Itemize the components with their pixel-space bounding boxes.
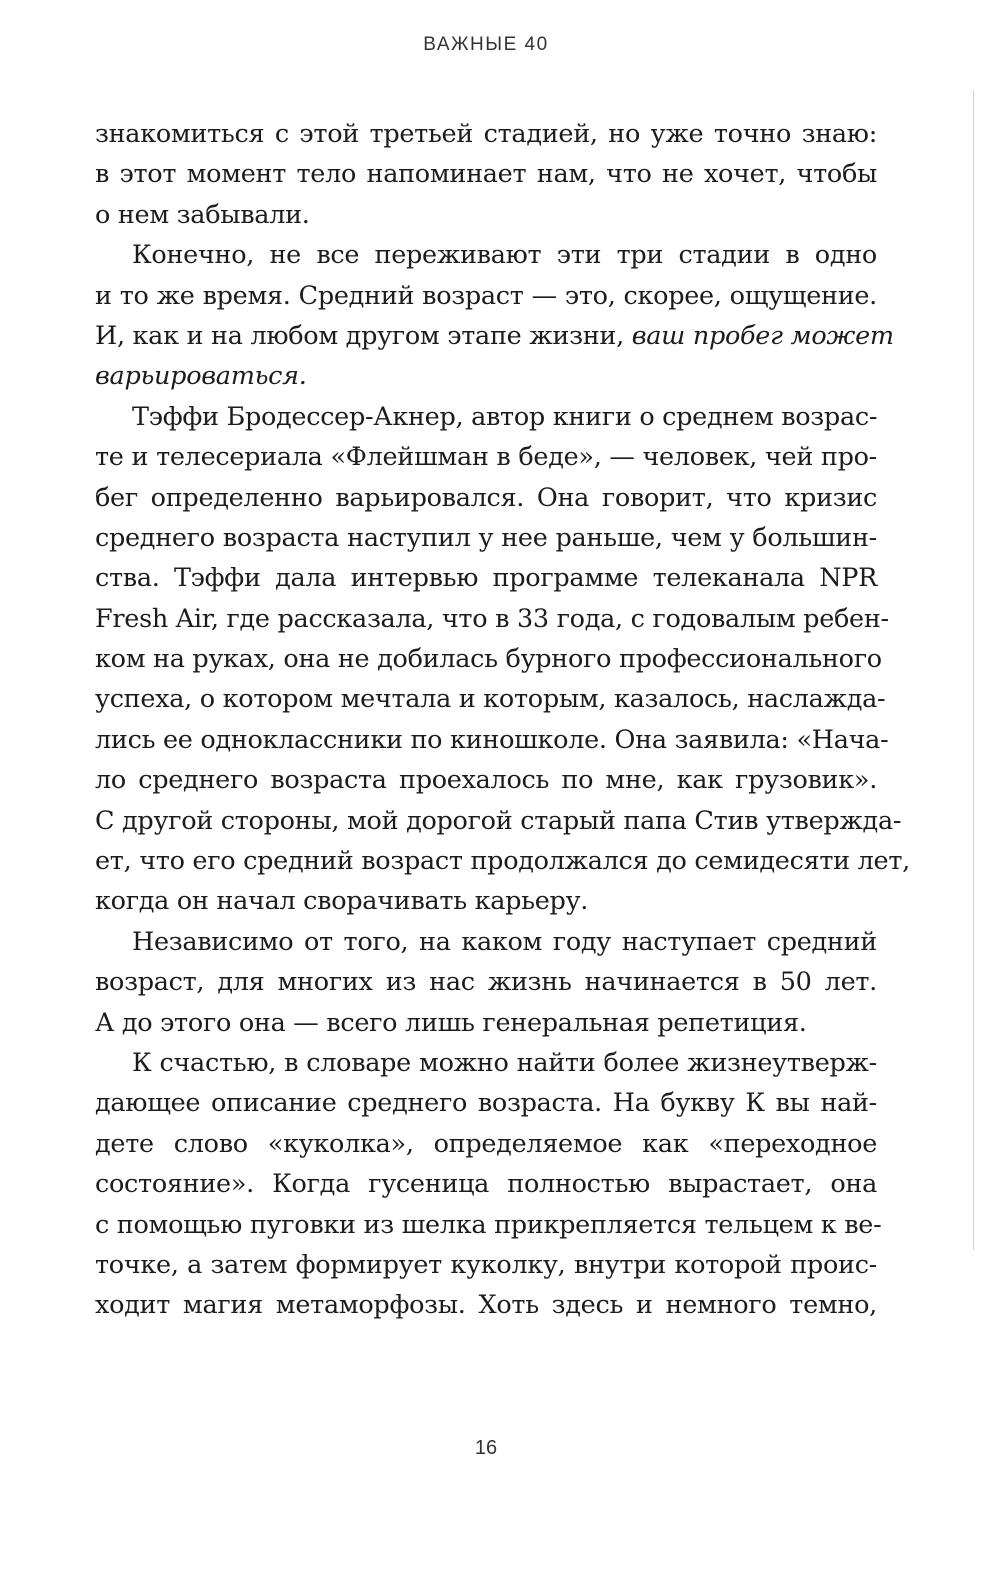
paragraph-1: [95, 114, 877, 235]
text-line: знакомиться с этой третьей стадией, но уже точно знаю:: [95, 119, 877, 149]
text-line: С другой стороны, мой дорогой старый папа Стив утвержда-: [95, 805, 902, 836]
text-line-roman: И, как и на любом другом этапе жизни,: [95, 320, 624, 351]
paragraph-4: [95, 922, 877, 1043]
text-line: успеха, о котором мечтала и которым, казалось, наслажда-: [95, 684, 886, 715]
paragraph-5: [95, 1043, 882, 1326]
text-line: бег определенно варьировался. Она говорит, что кризис: [95, 482, 877, 513]
text-line: ком на руках, она не добилась бурного профессионального: [95, 644, 882, 675]
italic-phrase: ваш пробег может: [631, 320, 894, 351]
paragraph-3: [95, 397, 910, 922]
paragraph-2: [95, 235, 894, 397]
text-line: ходит магия метаморфозы. Хоть здесь и немного темно,: [95, 1290, 877, 1321]
text-line: когда он начал сворачивать карьеру.: [95, 886, 589, 917]
page-edge-line: [973, 90, 974, 1250]
text-line: Тэффи Бродессер-Акнер, автор книги о среднем возрас-: [132, 401, 878, 432]
page-number: 16: [474, 1437, 498, 1459]
text-line: ства. Тэффи дала интервью программе телеканала NPR: [95, 563, 877, 594]
text-line: возраст, для многих из нас жизнь начинается в 50 лет.: [95, 967, 877, 998]
text-line: лись ее одноклассники по киношколе. Она заявила: «Нача-: [95, 724, 889, 755]
text-line-mixed: [95, 316, 894, 356]
text-line: точке, а затем формирует куколку, внутри которой проис-: [95, 1249, 877, 1280]
text-line-italic: [95, 356, 877, 396]
text-line: с помощью пуговки из шелка прикрепляется тельцем к ве-: [95, 1209, 882, 1240]
text-line: в этот момент тело напоминает нам, что не хочет, чтобы: [95, 159, 877, 190]
text-line: Конечно, не все переживают эти три стадии в одно: [132, 240, 877, 271]
text-line: о нем забывали.: [95, 199, 310, 230]
italic-phrase: варьироваться.: [95, 361, 307, 392]
text-line: ет, что его средний возраст продолжался до семидесяти лет,: [95, 846, 910, 877]
text-line: состояние». Когда гусеница полностью вырастает, она: [95, 1169, 877, 1200]
text-line: Независимо от того, на каком году наступает средний: [132, 926, 877, 957]
text-line: К счастью, в словаре можно найти более жизнеутверж-: [132, 1047, 877, 1078]
text-line: те и телесериала «Флейшман в беде», — человек, чей про-: [95, 442, 877, 473]
text-line: ло среднего возраста проехалось по мне, как грузовик».: [95, 765, 877, 796]
body-text: [95, 114, 910, 1326]
running-head: ВАЖНЫЕ 40: [423, 34, 549, 55]
text-line: А до этого она — всего лишь генеральная репетиция.: [95, 1007, 807, 1038]
text-line: дающее описание среднего возраста. На букву К вы най-: [95, 1088, 877, 1119]
text-line: дете слово «куколка», определяемое как «переходное: [95, 1128, 877, 1159]
text-line: и то же время. Средний возраст — это, скорее, ощущение.: [95, 280, 877, 311]
text-line: Fresh Air, где рассказала, что в 33 года, с годовалым ребен-: [95, 603, 889, 634]
text-line: среднего возраста наступил у нее раньше, чем у большин-: [95, 522, 877, 553]
